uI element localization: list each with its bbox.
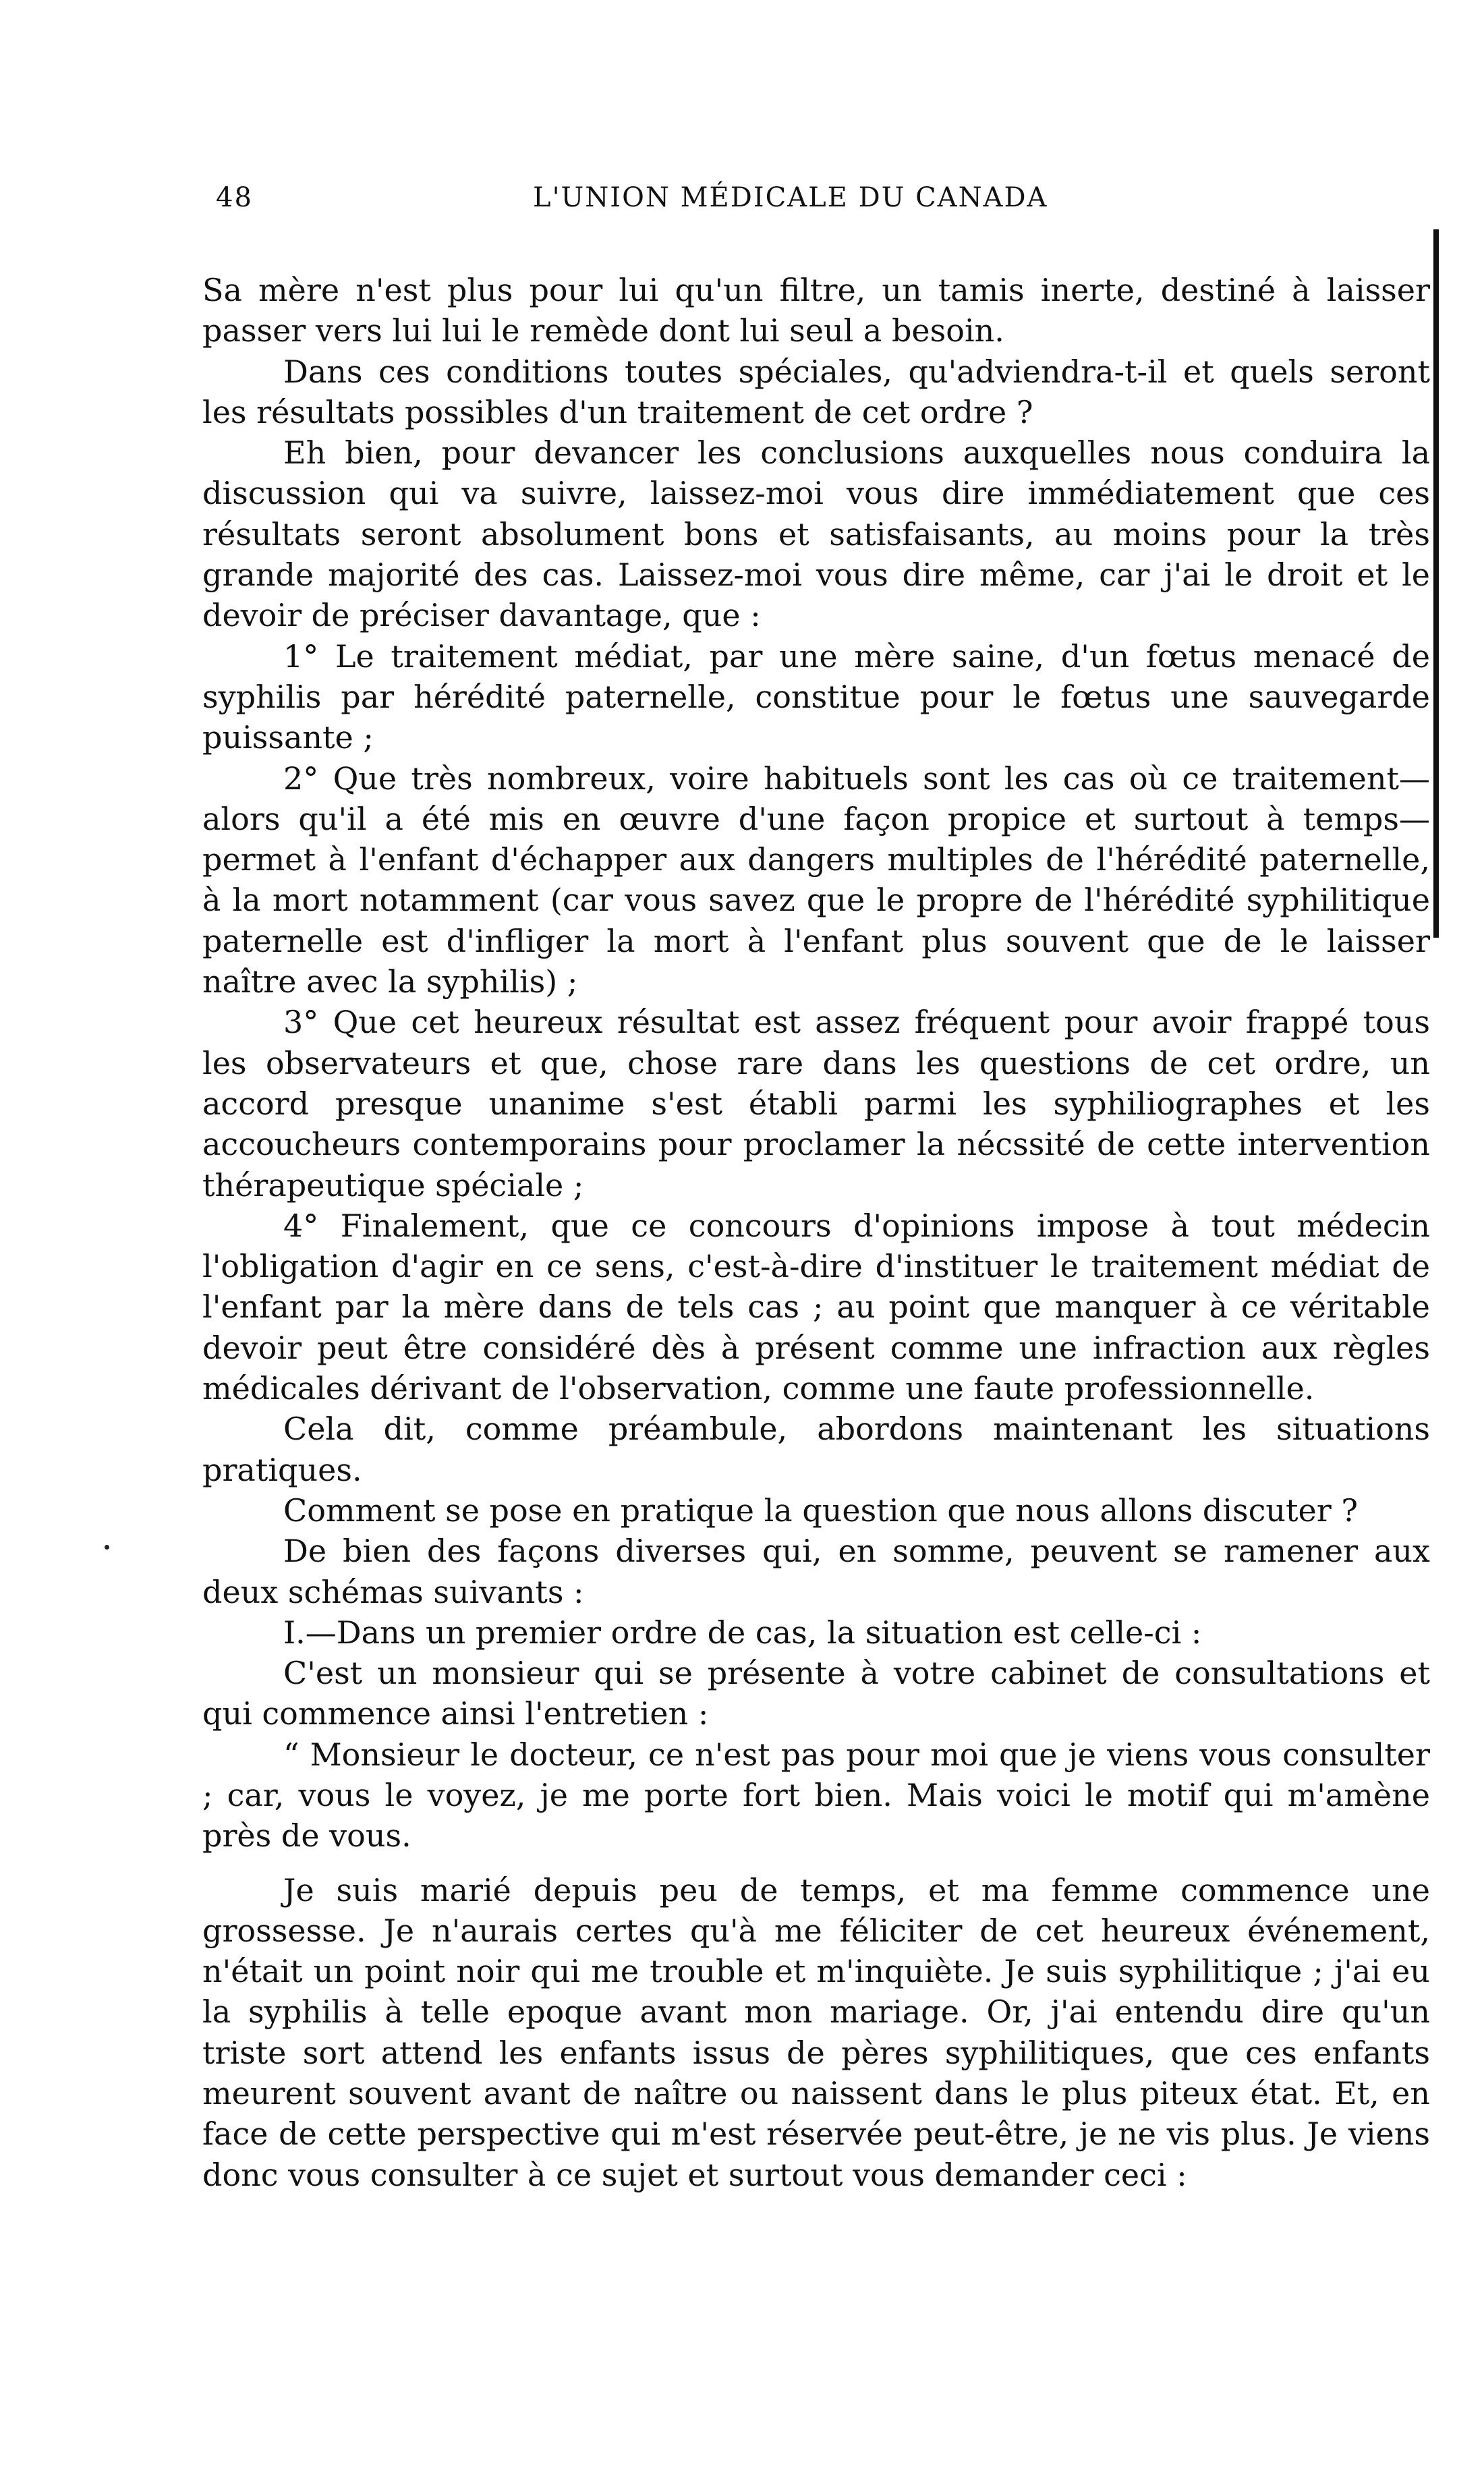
paragraph: Cela dit, comme préambule, abordons maintenant les situations pratiques.	[202, 1411, 1430, 1488]
body-text	[202, 270, 1430, 2195]
paragraph: Je suis marié depuis peu de temps, et ma femme commence une grossesse. Je n'aurais certes qu'à me féliciter de cet heureux événement, n'était un point noir qui me trouble et m'inquiète. Je suis syphilitique ; j'ai eu la syphilis à telle epoque avant mon mariage. Or, j'ai entendu dire qu'un triste sort attend les enfants issus de pères syphilitiques, que ces enfants meurent souvent avant de naître ou naissent dans le plus piteux état. Et, en face de cette perspective qui m'est réservée peut-être, je ne vis plus. Je viens donc vous consulter à ce sujet et surtout vous demander ceci :	[202, 1871, 1430, 2193]
running-header	[202, 182, 1430, 223]
paragraph: Sa mère n'est plus pour lui qu'un filtre, un tamis inerte, destiné à laisser passer vers lui lui le remède dont lui seul a besoin.	[202, 272, 1430, 349]
paragraph: Dans ces conditions toutes spéciales, qu'adviendra-t-il et quels seront les résultats possibles d'un traitement de cet ordre ?	[202, 353, 1430, 430]
page-number: 48	[216, 182, 253, 213]
page	[202, 182, 1430, 2195]
paragraph: 3° Que cet heureux résultat est assez fréquent pour avoir frappé tous les observateurs et que, chose rare dans les questions de cet ordre, un accord presque unanime s'est établi parmi les syphiliographes et les accoucheurs contemporains pour proclamer la nécssité de cette intervention thérapeutique spéciale ;	[202, 1004, 1430, 1203]
paragraph: Comment se pose en pratique la question que nous allons discuter ?	[283, 1492, 1358, 1529]
paragraph: 2° Que très nombreux, voire habituels sont les cas où ce traitement—alors qu'il a été mis en œuvre d'une façon propice et surtout à temps—permet à l'enfant d'échapper aux dangers multiples de l'hérédité paternelle, à la mort notamment (car vous savez que le propre de l'hérédité syphilitique paternelle est d'infliger la mort à l'enfant plus souvent que de le laisser naître avec la syphilis) ;	[202, 760, 1430, 1000]
margin-rule	[1433, 229, 1439, 938]
paragraph: 1° Le traitement médiat, par une mère saine, d'un fœtus menacé de syphilis par hérédité paternelle, constitue pour le fœtus une sauvegarde puissante ;	[202, 638, 1430, 756]
paragraph: Eh bien, pour devancer les conclusions auxquelles nous conduira la discussion qui va suivre, laissez-moi vous dire immédiatement que ces résultats seront absolument bons et satisfaisants, au moins pour la très grande majorité des cas. Laissez-moi vous dire même, car j'ai le droit et le devoir de préciser davantage, que :	[202, 434, 1430, 634]
paragraph: De bien des façons diverses qui, en somme, peuvent se ramener aux deux schémas suivants :	[202, 1533, 1430, 1610]
margin-dot	[105, 1545, 109, 1550]
paragraph: I.—Dans un premier ordre de cas, la situation est celle-ci :	[283, 1614, 1202, 1651]
paragraph: 4° Finalement, que ce concours d'opinions impose à tout médecin l'obligation d'agir en ce sens, c'est-à-dire d'instituer le traitement médiat de l'enfant par la mère dans de tels cas ; au point que manquer à ce véritable devoir peut être considéré dès à présent comme une infraction aux règles médicales dérivant de l'observation, comme une faute professionnelle.	[202, 1207, 1430, 1407]
paragraph: “ Monsieur le docteur, ce n'est pas pour moi que je viens vous consulter ; car, vous le voyez, je me porte fort bien. Mais voici le motif qui m'amène près de vous.	[202, 1736, 1430, 1854]
paragraph: C'est un monsieur qui se présente à votre cabinet de consultations et qui commence ainsi l'entretien :	[202, 1655, 1430, 1732]
running-title: L'UNION MÉDICALE DU CANADA	[533, 182, 1048, 213]
